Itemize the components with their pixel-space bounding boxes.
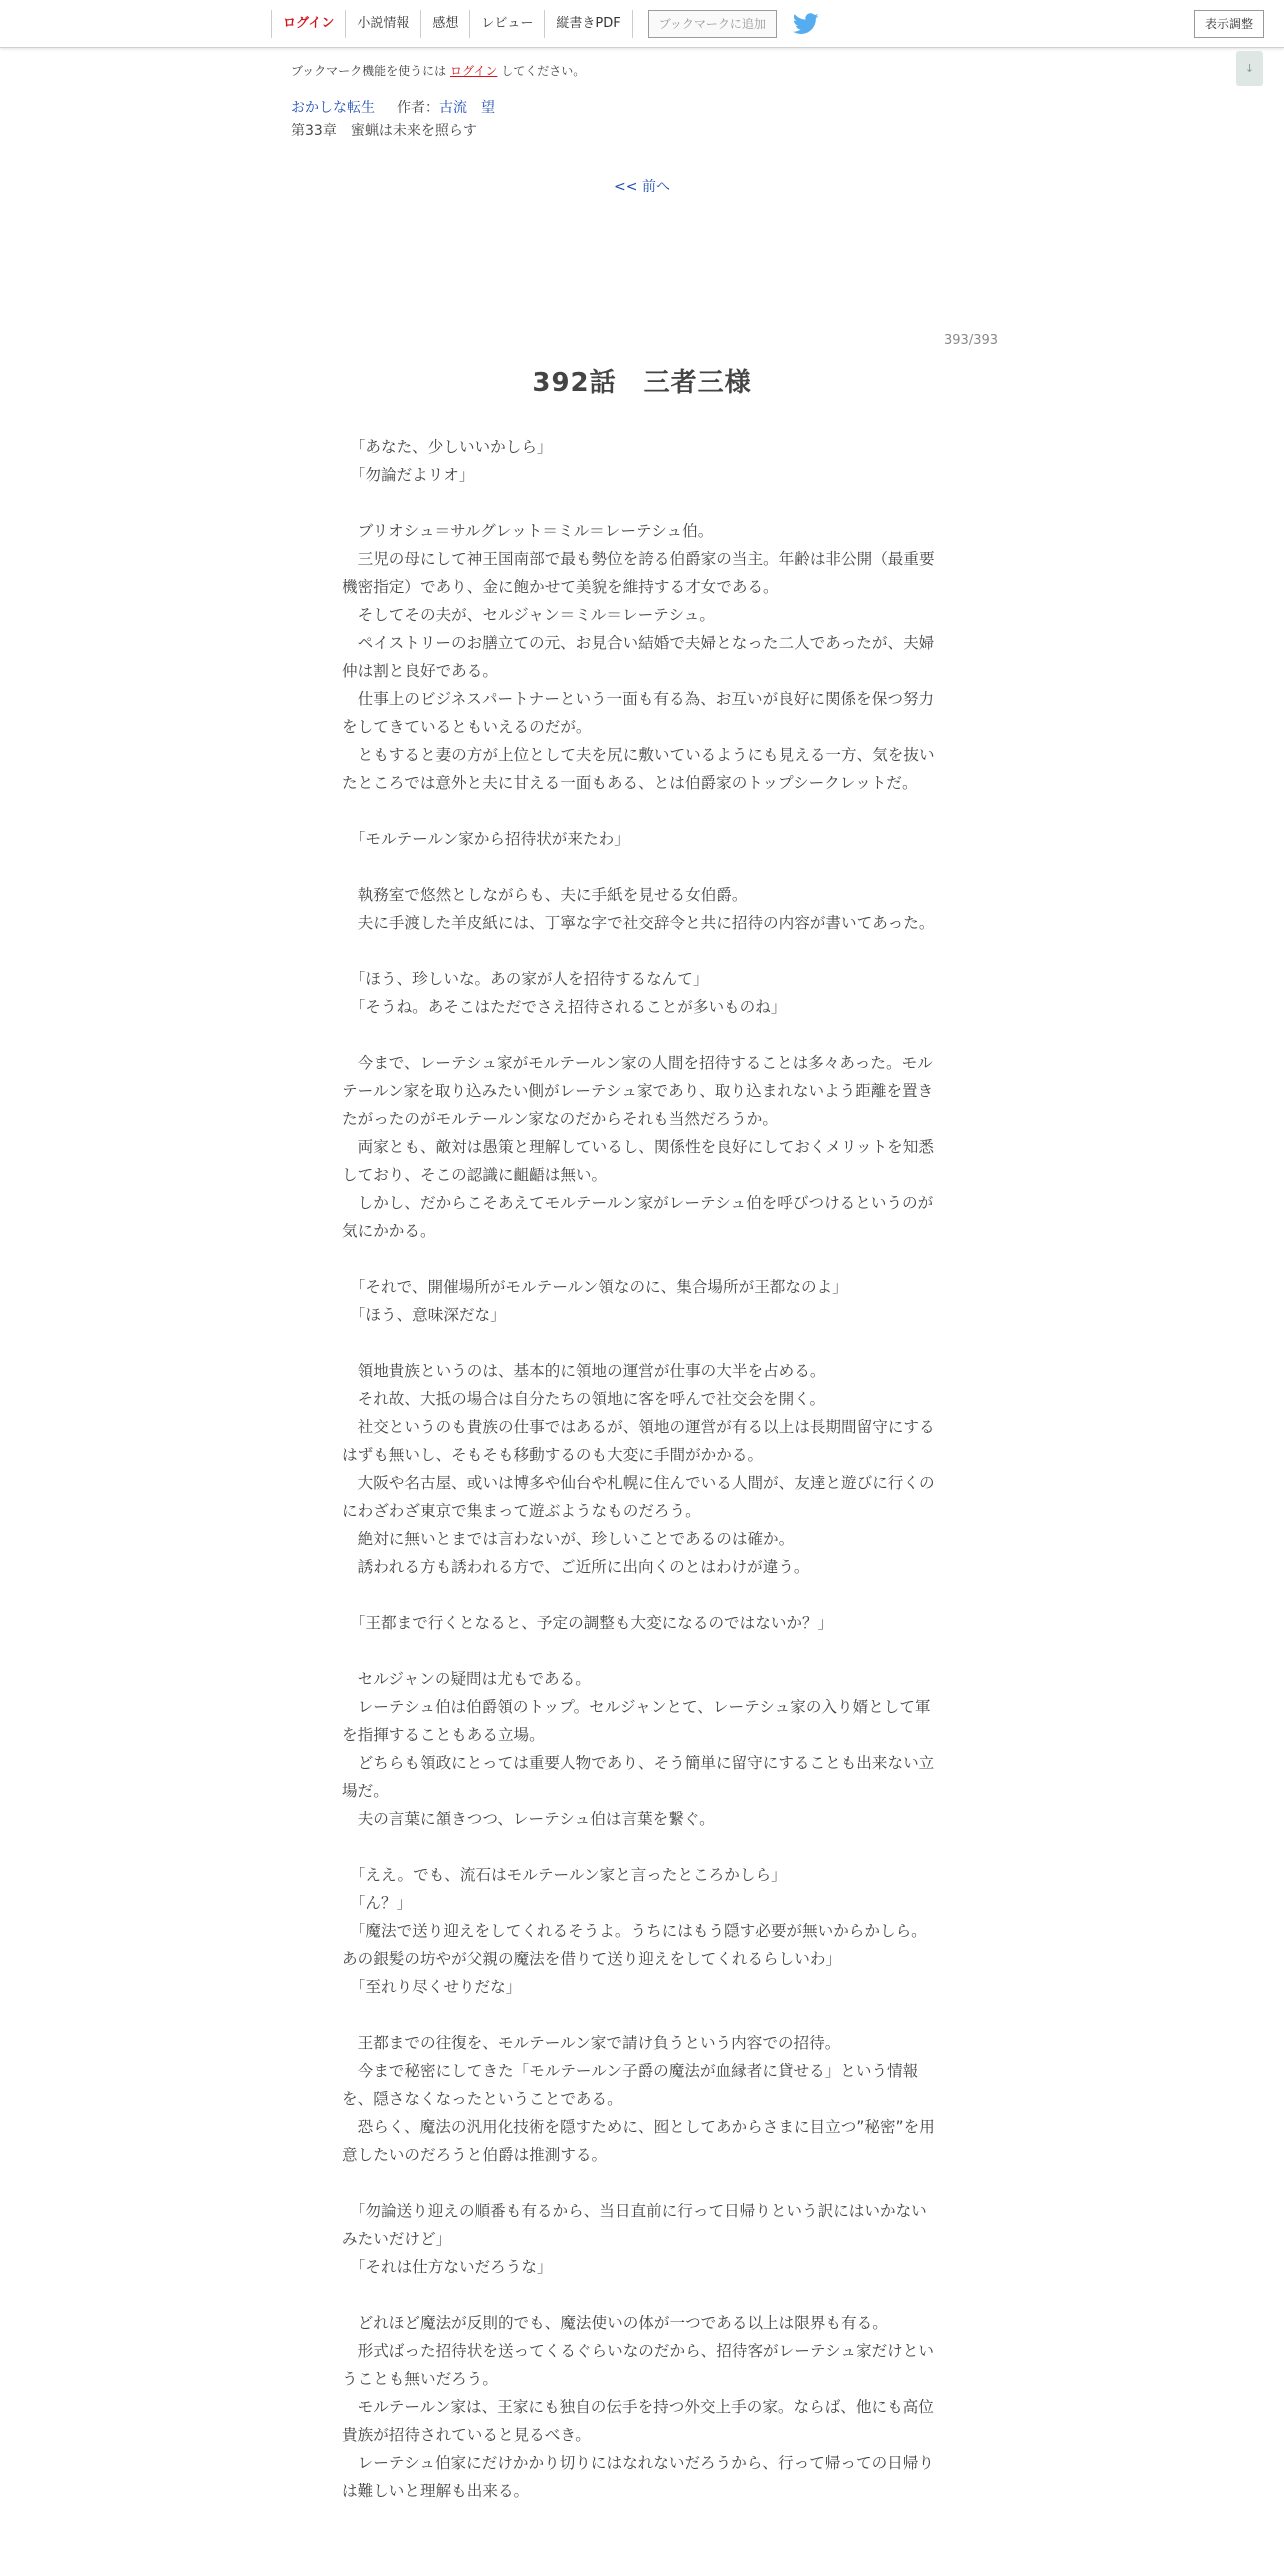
notice-after-text: してください。 xyxy=(501,64,586,78)
body-paragraph: 両家とも、敵対は愚策と理解しているし、関係性を良好にしておくメリットを知悉しており、そこの認識に齟齬は無い。 xyxy=(342,1138,934,1184)
blank-line xyxy=(342,1637,936,1665)
scroll-down-tab[interactable] xyxy=(1236,51,1263,86)
prev-page-link-text[interactable]: << 前へ xyxy=(614,179,670,195)
body-paragraph: 「それは仕方ないだろうな」 xyxy=(342,2258,553,2276)
body-paragraph: しかし、だからこそあえてモルテールン家がレーテシュ伯を呼びつけるというのが気にかかる。 xyxy=(342,1194,934,1240)
novel-title-link[interactable]: おかしな転生 xyxy=(291,100,375,116)
prev-page-link xyxy=(0,176,1284,196)
body-paragraph: 絶対に無いとまでは言わないが、珍しいことであるのは確か。 xyxy=(342,1530,795,1548)
body-paragraph: 「そうね。あそこはただでさえ招待されることが多いものね」 xyxy=(342,998,787,1016)
blank-line xyxy=(342,2169,936,2197)
nav-login-link[interactable]: ログイン xyxy=(271,10,345,38)
body-paragraph: セルジャンの疑問は尤もである。 xyxy=(342,1670,591,1688)
body-paragraph: 誘われる方も誘われる方で、ご近所に出向くのとはわけが違う。 xyxy=(342,1558,810,1576)
body-paragraph: どれほど魔法が反則的でも、魔法使いの体が一つである以上は限界も有る。 xyxy=(342,2314,888,2332)
body-paragraph: 夫の言葉に頷きつつ、レーテシュ伯は言葉を繋ぐ。 xyxy=(342,1810,715,1828)
bookmark-login-notice xyxy=(291,62,585,79)
body-paragraph: 「ほう、意味深だな」 xyxy=(342,1306,506,1324)
body-paragraph: どちらも領政にとっては重要人物であり、そう簡単に留守にすることも出来ない立場だ。 xyxy=(342,1754,935,1800)
twitter-bird-icon xyxy=(793,13,819,35)
body-paragraph: 仕事上のビジネスパートナーという一面も有る為、お互いが良好に関係を保つ努力をしてきているともいえるのだが。 xyxy=(342,690,935,736)
body-paragraph: 「王都まで行くとなると、予定の調整も大変になるのではないか？」 xyxy=(342,1614,834,1632)
body-paragraph: 「勿論送り迎えの順番も有るから、当日直前に行って日帰りという訳にはいかないみたいだけど」 xyxy=(342,2202,927,2248)
body-paragraph: 「ええ。でも、流石はモルテールン家と言ったところかしら」 xyxy=(342,1866,787,1884)
novel-meta xyxy=(291,97,495,117)
page-count: 393/393 xyxy=(944,333,999,348)
body-paragraph: 「モルテールン家から招待状が来たわ」 xyxy=(342,830,630,848)
display-settings-button[interactable]: 表示調整 xyxy=(1194,10,1264,38)
body-paragraph: 大阪や名古屋、或いは博多や仙台や札幌に住んでいる人間が、友達と遊びに行くのにわざわざ東京で集まって遊ぶようなものだろう。 xyxy=(342,1474,935,1520)
body-paragraph: レーテシュ伯は伯爵領のトップ。セルジャンとて、レーテシュ家の入り婿として軍を指揮することもある立場。 xyxy=(342,1698,931,1744)
body-paragraph: 「ほう、珍しいな。あの家が人を招待するなんて」 xyxy=(342,970,709,988)
author-link[interactable]: 古流 望 xyxy=(439,100,495,116)
add-bookmark-button[interactable]: ブックマークに追加 xyxy=(648,10,777,38)
notice-before-text: ブックマーク機能を使うには xyxy=(291,64,447,78)
body-paragraph: ともすると妻の方が上位として夫を尻に敷いているようにも見える一方、気を抜いたところでは意外と夫に甘える一面もある、とは伯爵家のトップシークレットだ。 xyxy=(342,746,935,792)
body-paragraph: そしてその夫が、セルジャン＝ミル＝レーテシュ。 xyxy=(342,606,715,624)
chapter-title: 第33章 蜜蝋は未来を照らす xyxy=(291,123,477,139)
body-paragraph: 形式ばった招待状を送ってくるぐらいなのだから、招待客がレーテシュ家だけということも無いだろう。 xyxy=(342,2342,934,2388)
body-paragraph: 執務室で悠然としながらも、夫に手紙を見せる女伯爵。 xyxy=(342,886,748,904)
twitter-share-button[interactable] xyxy=(793,13,819,35)
body-paragraph: 社交というのも貴族の仕事ではあるが、領地の運営が有る以上は長期間留守にするはずも無いし、そもそも移動するのも大変に手間がかかる。 xyxy=(342,1418,935,1464)
body-paragraph: モルテールン家は、王家にも独自の伝手を持つ外交上手の家。ならば、他にも高位貴族が招待されていると見るべき。 xyxy=(342,2398,934,2444)
nav-vertical-pdf-link[interactable]: 縦書きPDF xyxy=(544,10,632,38)
body-paragraph: 「勿論だよリオ」 xyxy=(342,466,475,484)
body-paragraph: 王都までの往復を、モルテールン家で請け負うという内容での招待。 xyxy=(342,2034,841,2052)
body-paragraph: それ故、大抵の場合は自分たちの領地に客を呼んで社交会を開く。 xyxy=(342,1390,826,1408)
body-paragraph: 「あなた、少しいいかしら」 xyxy=(342,438,553,456)
nav-impressions-link[interactable]: 感想 xyxy=(420,10,469,38)
arrow-down-icon: ↓ xyxy=(1244,62,1255,75)
body-paragraph: 「魔法で送り迎えをしてくれるそうよ。うちにはもう隠す必要が無いからかしら。あの銀髪の坊やが父親の魔法を借りて送り迎えをしてくれるらしいわ」 xyxy=(342,1922,927,1968)
body-paragraph: ペイストリーのお膳立ての元、お見合い結婚で夫婦となった二人であったが、夫婦仲は割と良好である。 xyxy=(342,634,935,680)
blank-line xyxy=(342,937,936,965)
blank-line xyxy=(342,1329,936,1357)
body-paragraph: 領地貴族というのは、基本的に領地の運営が仕事の大半を占める。 xyxy=(342,1362,826,1380)
top-nav xyxy=(271,0,819,47)
body-paragraph: 三児の母にして神王国南部で最も勢位を誇る伯爵家の当主。年齢は非公開（最重要機密指定）であり、金に飽かせて美貌を維持する才女である。 xyxy=(342,550,935,596)
body-paragraph: レーテシュ伯家にだけかかり切りにはなれないだろうから、行って帰っての日帰りは難しいと理解も出来る。 xyxy=(342,2454,934,2500)
notice-login-link[interactable]: ログイン xyxy=(450,64,498,78)
nav-novel-info-link[interactable]: 小説情報 xyxy=(345,10,420,38)
nav-review-link[interactable]: レビュー xyxy=(469,10,544,38)
novel-body-text xyxy=(342,433,936,2505)
top-navigation-bar xyxy=(0,0,1284,48)
blank-line xyxy=(342,797,936,825)
blank-line xyxy=(342,2001,936,2029)
body-paragraph: 「ん？」 xyxy=(342,1894,413,1912)
episode-title: 392話 三者三様 xyxy=(532,368,752,398)
blank-line xyxy=(342,489,936,517)
blank-line xyxy=(342,853,936,881)
blank-line xyxy=(342,1021,936,1049)
body-paragraph: 「至れり尽くせりだな」 xyxy=(342,1978,522,1996)
blank-line xyxy=(342,1833,936,1861)
body-paragraph: 夫に手渡した羊皮紙には、丁寧な字で社交辞令と共に招待の内容が書いてあった。 xyxy=(342,914,935,932)
body-paragraph: ブリオシュ＝サルグレット＝ミル＝レーテシュ伯。 xyxy=(342,522,714,540)
body-paragraph: 今まで秘密にしてきた「モルテールン子爵の魔法が血縁者に貸せる」という情報を、隠さなくなったということである。 xyxy=(342,2062,919,2108)
body-paragraph: 今まで、レーテシュ家がモルテールン家の人間を招待することは多々あった。モルテールン家を取り込みたい側がレーテシュ家であり、取り込まれないよう距離を置きたがったのがモルテールン家なのだからそれも当然だろうか。 xyxy=(342,1054,934,1128)
author-label: 作者： xyxy=(397,100,439,116)
blank-line xyxy=(342,1245,936,1273)
blank-line xyxy=(342,2281,936,2309)
body-paragraph: 恐らく、魔法の汎用化技術を隠すために、囮としてあからさまに目立つ”秘密”を用意したいのだろうと伯爵は推測する。 xyxy=(342,2118,935,2164)
blank-line xyxy=(342,1581,936,1609)
body-paragraph: 「それで、開催場所がモルテールン領なのに、集合場所が王都なのよ」 xyxy=(342,1278,848,1296)
